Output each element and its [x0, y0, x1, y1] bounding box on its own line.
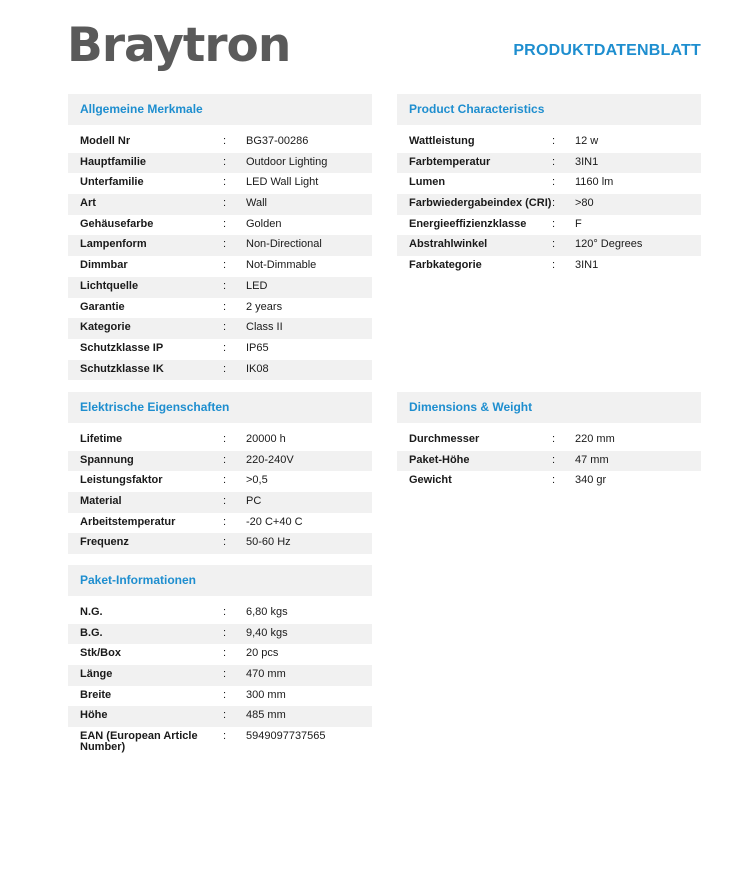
spec-label: Lumen	[409, 176, 446, 189]
spec-label: N.G.	[80, 606, 103, 618]
spec-row	[68, 339, 372, 360]
spec-label: Kategorie	[80, 321, 131, 334]
spec-separator: :	[223, 197, 227, 210]
spec-label: Gehäusefarbe	[80, 217, 154, 230]
spec-label: EAN (European Article Number)	[80, 730, 198, 754]
spec-label: Leistungsfaktor	[80, 474, 163, 487]
spec-row	[68, 298, 372, 319]
spec-value: 3IN1	[575, 155, 599, 168]
spec-label: Spannung	[80, 453, 134, 466]
spec-value: 9,40 kgs	[246, 626, 288, 639]
brand-logo: Braytron	[67, 18, 291, 73]
spec-label: Abstrahlwinkel	[409, 238, 488, 251]
spec-row	[68, 277, 372, 298]
spec-row	[68, 513, 372, 534]
spec-row	[397, 215, 701, 236]
spec-separator: :	[223, 515, 227, 528]
spec-row	[397, 173, 701, 194]
spec-label: B.G.	[80, 626, 103, 639]
spec-separator: :	[552, 197, 556, 210]
spec-label: Wattleistung	[409, 135, 475, 147]
spec-separator: :	[223, 341, 227, 354]
spec-separator: :	[223, 474, 227, 487]
spec-row	[68, 624, 372, 645]
spec-value: Non-Directional	[246, 238, 322, 251]
spec-label: Farbtemperatur	[409, 155, 491, 168]
section-package	[68, 565, 372, 753]
spec-row	[68, 235, 372, 256]
spec-row	[397, 153, 701, 174]
spec-separator: :	[223, 238, 227, 251]
spec-row	[68, 173, 372, 194]
spec-separator: :	[223, 495, 227, 508]
spec-separator: :	[223, 453, 227, 466]
spec-value: 20000 h	[246, 433, 286, 445]
spec-label: Art	[80, 197, 96, 210]
spec-value: IK08	[246, 362, 269, 375]
section-heading: Product Characteristics	[397, 94, 701, 125]
spec-separator: :	[223, 536, 227, 549]
spec-value: 3IN1	[575, 259, 599, 272]
spec-value: >80	[575, 197, 594, 210]
spec-separator: :	[552, 217, 556, 230]
spec-row	[68, 603, 372, 624]
spec-separator: :	[223, 668, 227, 681]
spec-row	[68, 360, 372, 381]
spec-value: 50-60 Hz	[246, 536, 291, 549]
section-dimensions	[397, 392, 701, 492]
spec-value: 485 mm	[246, 709, 286, 722]
spec-label: Farbwiedergabeindex (CRI)	[409, 197, 552, 210]
spec-row	[68, 215, 372, 236]
section-heading: Elektrische Eigenschaften	[68, 392, 372, 423]
spec-label: Gewicht	[409, 474, 452, 487]
spec-value: 12 w	[575, 135, 599, 147]
spec-label: Länge	[80, 668, 113, 681]
spec-separator: :	[552, 259, 556, 272]
spec-row	[68, 644, 372, 665]
spec-value: >0,5	[246, 474, 268, 487]
spec-value: 220 mm	[575, 433, 615, 445]
spec-separator: :	[223, 279, 227, 292]
spec-separator: :	[223, 321, 227, 334]
spec-separator: :	[223, 688, 227, 701]
spec-value: F	[575, 217, 582, 230]
spec-row	[68, 256, 372, 277]
spec-separator: :	[223, 362, 227, 375]
spec-value: 120° Degrees	[575, 238, 643, 251]
spec-separator: :	[552, 176, 556, 189]
spec-label: Unterfamilie	[80, 176, 144, 189]
spec-separator: :	[552, 135, 556, 147]
spec-row	[68, 533, 372, 554]
spec-row	[397, 235, 701, 256]
spec-label: Lifetime	[80, 433, 123, 445]
spec-value: -20 C+40 C	[246, 515, 303, 528]
spec-value: Golden	[246, 217, 282, 230]
spec-separator: :	[223, 155, 227, 168]
spec-row	[397, 451, 701, 472]
section-general	[68, 94, 372, 380]
spec-label: Paket-Höhe	[409, 453, 470, 466]
spec-row	[397, 194, 701, 215]
spec-separator: :	[552, 474, 556, 487]
spec-separator: :	[223, 176, 227, 189]
spec-value: 47 mm	[575, 453, 609, 466]
spec-row	[397, 471, 701, 492]
spec-row	[68, 194, 372, 215]
spec-label: Stk/Box	[80, 647, 121, 660]
spec-value: 5949097737565	[246, 730, 326, 743]
spec-row	[397, 430, 701, 451]
spec-separator: :	[552, 155, 556, 168]
spec-row	[68, 132, 372, 153]
spec-value: 340 gr	[575, 474, 607, 487]
section-heading: Dimensions & Weight	[397, 392, 701, 423]
spec-value: LED	[246, 279, 268, 292]
spec-label: Dimmbar	[80, 259, 128, 272]
section-heading: Paket-Informationen	[68, 565, 372, 596]
spec-value: 2 years	[246, 300, 283, 313]
spec-value: IP65	[246, 341, 269, 354]
spec-value: Class II	[246, 321, 283, 334]
page-title: PRODUKTDATENBLATT	[513, 42, 701, 59]
spec-label: Modell Nr	[80, 135, 131, 147]
spec-value: PC	[246, 495, 262, 508]
spec-label: Material	[80, 495, 122, 508]
spec-value: LED Wall Light	[246, 176, 319, 189]
spec-value: 220-240V	[246, 453, 294, 466]
spec-separator: :	[223, 709, 227, 722]
spec-separator: :	[223, 259, 227, 272]
spec-row	[68, 665, 372, 686]
spec-value: 300 mm	[246, 688, 286, 701]
spec-row	[68, 706, 372, 727]
spec-row	[68, 451, 372, 472]
spec-row	[397, 132, 701, 153]
spec-label: Energieeffizienzklasse	[409, 217, 527, 230]
spec-label: Arbeitstemperatur	[80, 515, 176, 528]
spec-label: Schutzklasse IK	[80, 362, 164, 375]
spec-separator: :	[223, 606, 227, 618]
section-heading: Allgemeine Merkmale	[68, 94, 372, 125]
spec-separator: :	[223, 217, 227, 230]
spec-row	[68, 153, 372, 174]
spec-value: Outdoor Lighting	[246, 155, 328, 168]
spec-row	[68, 318, 372, 339]
spec-separator: :	[552, 433, 556, 445]
spec-label: Farbkategorie	[409, 259, 482, 272]
spec-row	[68, 471, 372, 492]
spec-row	[68, 686, 372, 707]
spec-separator: :	[223, 300, 227, 313]
spec-value: 6,80 kgs	[246, 606, 288, 618]
spec-value: BG37-00286	[246, 135, 309, 147]
spec-separator: :	[552, 238, 556, 251]
spec-label: Breite	[80, 688, 112, 701]
spec-value: Wall	[246, 197, 267, 210]
spec-value: 20 pcs	[246, 647, 279, 660]
spec-label: Durchmesser	[409, 433, 480, 445]
spec-value: 470 mm	[246, 668, 286, 681]
spec-label: Lichtquelle	[80, 279, 139, 292]
spec-row	[68, 430, 372, 451]
spec-value: Not-Dimmable	[246, 259, 317, 272]
spec-separator: :	[223, 626, 227, 639]
spec-row	[68, 727, 372, 753]
section-product	[397, 94, 701, 277]
spec-separator: :	[223, 135, 227, 147]
spec-label: Garantie	[80, 300, 125, 313]
section-electrical	[68, 392, 372, 554]
spec-label: Schutzklasse IP	[80, 341, 164, 354]
spec-separator: :	[223, 647, 227, 660]
spec-value: 1160 lm	[575, 176, 614, 189]
spec-row	[68, 492, 372, 513]
spec-row	[397, 256, 701, 277]
spec-label: Frequenz	[80, 536, 129, 549]
spec-separator: :	[223, 730, 227, 743]
spec-label: Lampenform	[80, 238, 147, 251]
spec-separator: :	[223, 433, 227, 445]
spec-label: Höhe	[80, 709, 108, 722]
spec-separator: :	[552, 453, 556, 466]
spec-label: Hauptfamilie	[80, 155, 147, 168]
